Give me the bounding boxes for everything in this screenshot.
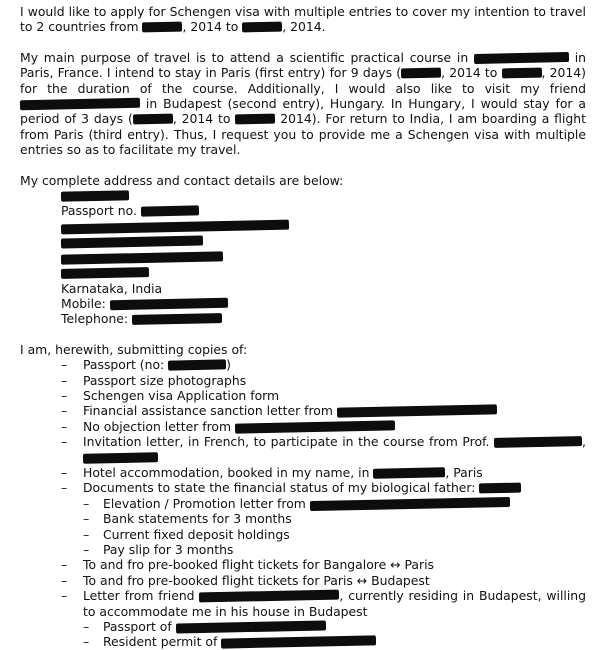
address-line-lab	[61, 219, 586, 234]
address-line-unit	[61, 234, 586, 249]
intro-text-1: I would like to apply for Schengen visa with multiple entries to cover my intention to travel to 2 countries from	[20, 4, 586, 35]
address-intro: My complete address and contact details are below:	[20, 172, 344, 188]
address-line-institute	[61, 250, 586, 265]
redaction-mark	[221, 636, 376, 649]
purpose-text-7: 2014). For return to India, I am boarding a flight from Paris (third entry). Thus, I request you to provide me a Schengen visa with multiple entries so as to facilitate my travel.	[20, 111, 587, 158]
redaction-mark	[401, 68, 441, 79]
purpose-text-5: in Budapest (second entry), Hungary. In Hungary, I would stay for a period of 3 days (	[20, 96, 586, 127]
intro-paragraph	[20, 4, 586, 35]
redaction-mark	[83, 452, 158, 464]
list-item	[20, 480, 586, 495]
item-text: , currently residing in Budapest, willing to accommodate me in his house in Budapest	[83, 588, 586, 619]
mobile-label: Mobile:	[61, 295, 110, 311]
redaction-mark	[61, 236, 203, 249]
list-item	[20, 634, 586, 649]
list-item: – Passport size photographs	[20, 373, 586, 388]
list-item	[20, 434, 586, 465]
redaction-mark	[61, 190, 129, 201]
redaction-mark	[142, 22, 182, 33]
list-item: – Current fixed deposit holdings	[20, 527, 586, 542]
item-text: ,	[582, 434, 586, 450]
documents-intro: I am, herewith, submitting copies of:	[20, 341, 248, 357]
item-text: No objection letter from	[83, 418, 235, 434]
redaction-mark	[474, 52, 569, 64]
purpose-text-1: My main purpose of travel is to attend a scientific practical course in	[20, 49, 474, 65]
documents-list	[20, 357, 586, 650]
item-text: Resident permit of	[103, 634, 222, 650]
purpose-text-6: , 2014 to	[172, 111, 236, 127]
purpose-text-4: , 2014) for the duration of the course. Additionally, I would also like to visit my friend	[20, 65, 587, 96]
redaction-mark	[61, 267, 149, 279]
list-item	[20, 619, 586, 634]
redaction-mark	[235, 420, 395, 433]
list-item: – To and fro pre-booked flight tickets for Paris ↔ Budapest	[20, 573, 586, 588]
item-text: Passport of	[103, 619, 176, 635]
redaction-mark	[337, 405, 497, 418]
item-text: Documents to state the financial status of my biological father:	[83, 480, 480, 496]
purpose-paragraph	[20, 50, 586, 158]
address-line-passport	[61, 203, 586, 218]
list-item: – To and fro pre-booked flight tickets for Bangalore ↔ Paris	[20, 557, 586, 572]
redaction-mark	[61, 219, 289, 234]
item-text: Passport (no:	[83, 357, 169, 373]
item-text: Elevation / Promotion letter from	[103, 495, 310, 511]
passport-label: Passport no.	[61, 203, 141, 219]
list-item	[20, 588, 586, 619]
address-line-telephone	[61, 311, 586, 326]
redaction-mark	[235, 114, 275, 125]
list-item	[20, 496, 586, 511]
item-text: Letter from friend	[83, 588, 200, 604]
redaction-mark	[501, 68, 541, 79]
list-item	[20, 465, 586, 480]
item-text: Financial assistance sanction letter from	[83, 403, 337, 419]
redaction-mark	[176, 620, 326, 633]
item-text: )	[226, 357, 231, 373]
redaction-mark	[133, 114, 173, 125]
redaction-mark	[310, 497, 510, 511]
purpose-text-3: , 2014 to	[441, 65, 502, 81]
redaction-mark	[199, 590, 339, 603]
purpose-text-2: in Paris, France. I intend to stay in Paris (first entry) for 9 days (	[20, 49, 587, 81]
redaction-mark	[132, 313, 222, 325]
redaction-mark	[168, 360, 226, 371]
address-line-state: Karnataka, India	[61, 280, 163, 296]
list-item	[20, 419, 586, 434]
intro-text-2: , 2014 to	[182, 19, 243, 35]
list-item: – Bank statements for 3 months	[20, 511, 586, 526]
redaction-mark	[494, 436, 582, 448]
address-line-mobile	[61, 296, 586, 311]
redaction-mark	[20, 98, 140, 111]
telephone-label: Telephone:	[61, 311, 133, 327]
redaction-mark	[373, 467, 445, 479]
list-item	[20, 403, 586, 418]
redaction-mark	[61, 251, 223, 264]
item-text: Hotel accommodation, booked in my name, in	[83, 464, 374, 480]
list-item: – Schengen visa Application form	[20, 388, 586, 403]
redaction-mark	[110, 298, 228, 310]
redaction-mark	[242, 22, 282, 33]
item-text: Invitation letter, in French, to participate in the course from Prof.	[83, 434, 495, 450]
address-line-city	[61, 265, 586, 280]
list-item: – Pay slip for 3 months	[20, 542, 586, 557]
address-block	[61, 188, 586, 327]
redaction-mark	[479, 483, 521, 494]
list-item	[20, 357, 586, 372]
address-line-name	[61, 188, 586, 203]
intro-text-3: , 2014.	[282, 19, 326, 35]
visa-cover-letter	[20, 4, 586, 650]
redaction-mark	[141, 206, 199, 217]
item-text: , Paris	[445, 464, 483, 480]
